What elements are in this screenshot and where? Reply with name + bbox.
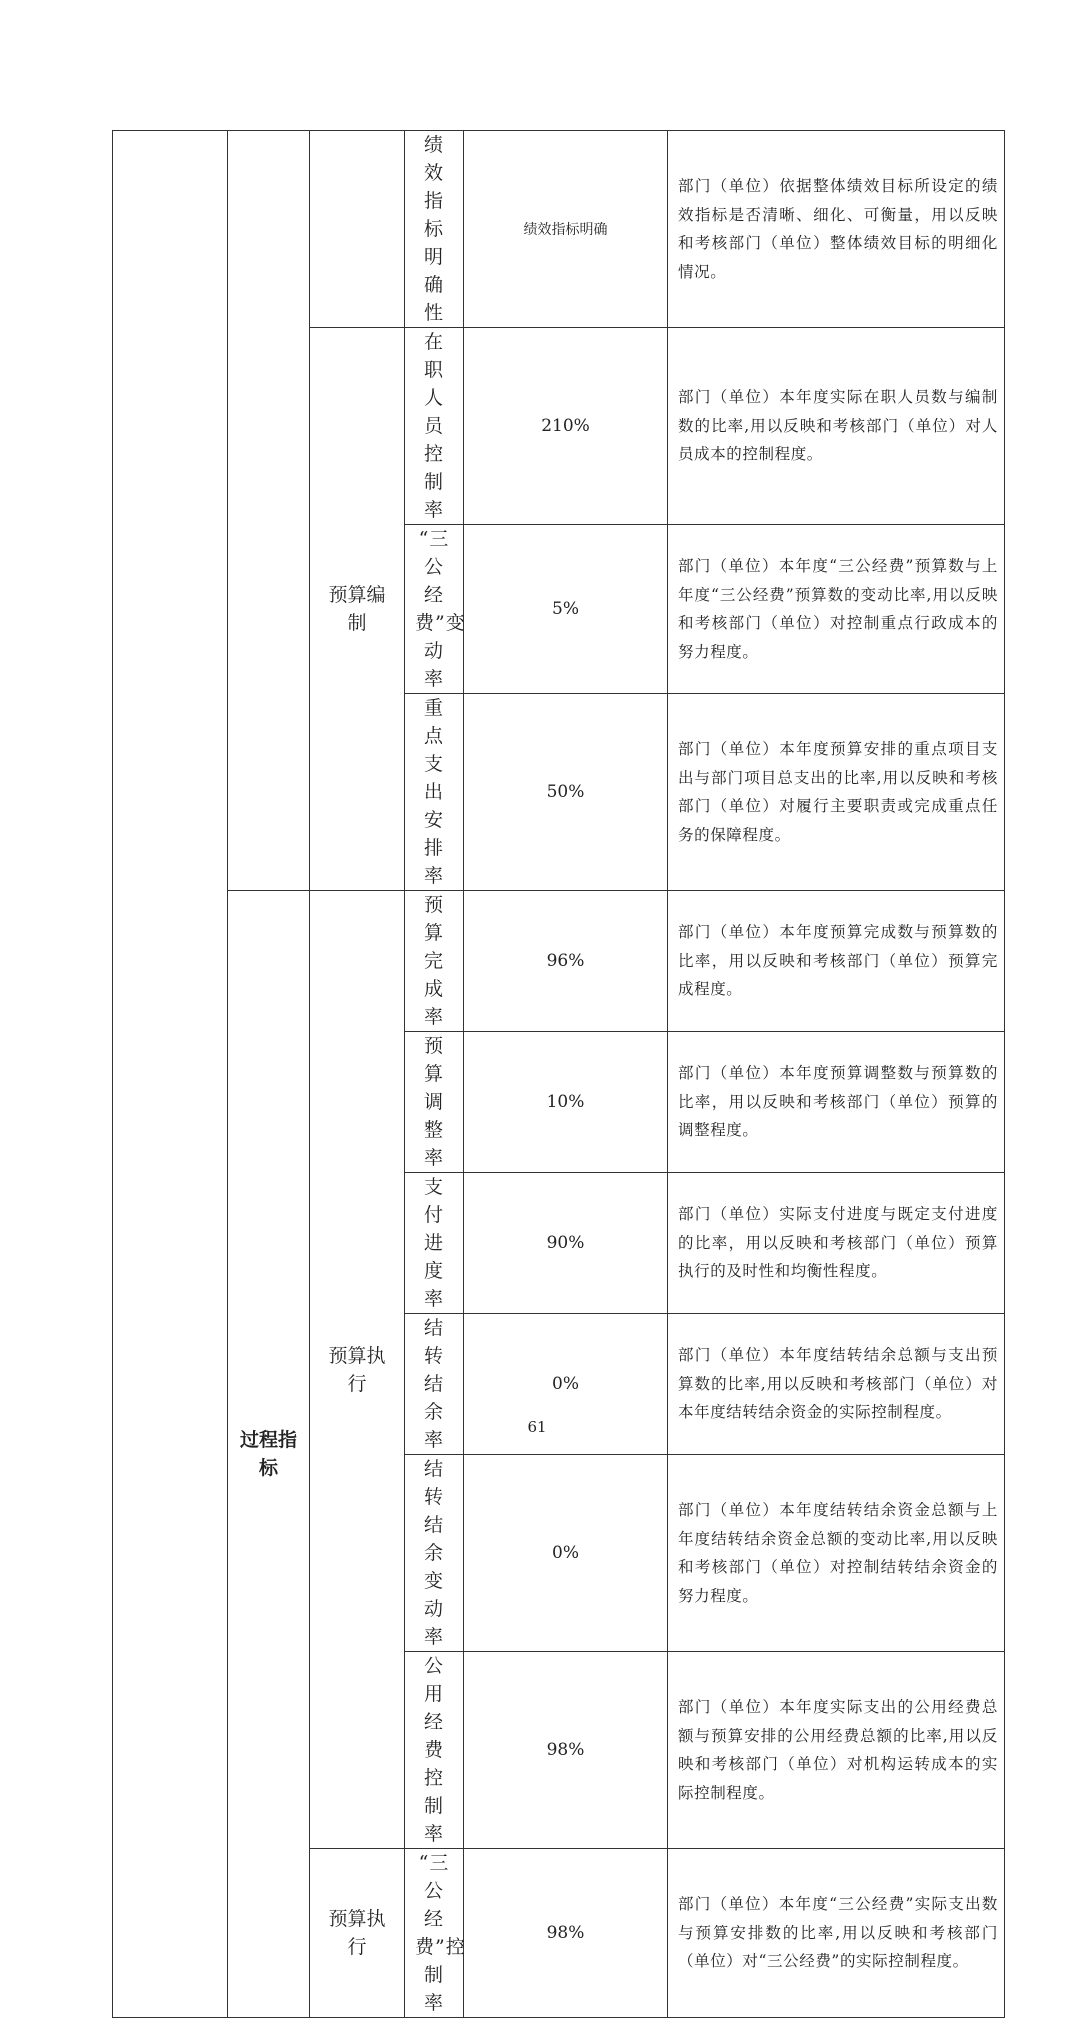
category-cell-blank xyxy=(228,131,310,891)
indicator-value: 绩效指标明确 xyxy=(464,131,668,328)
indicator-description: 部门（单位）本年度实际支出的公用经费总额与预算安排的公用经费总额的比率,用以反映和考核部门（单位）对机构运转成本的实际控制程度。 xyxy=(668,1652,1005,1849)
indicator-description: 部门（单位）本年度实际在职人员数与编制数的比率,用以反映和考核部门（单位）对人员成本的控制程度。 xyxy=(668,328,1005,525)
table-row xyxy=(113,891,1005,1032)
indicator-value: 0% xyxy=(464,1314,668,1455)
indicator-name: 支付进度率 xyxy=(423,1176,444,1310)
indicator-description: 部门（单位）本年度预算调整数与预算数的比率，用以反映和考核部门（单位）预算的调整程度。 xyxy=(668,1032,1005,1173)
indicator-name: “三公经费”变动率 xyxy=(415,528,466,690)
indicator-name: 重点支出安排率 xyxy=(423,697,444,887)
indicator-name: 预算完成率 xyxy=(423,894,444,1028)
indicator-description: 部门（单位）本年度“三公经费”预算数与上年度“三公经费”预算数的变动比率,用以反映和考核部门（单位）对控制重点行政成本的努力程度。 xyxy=(668,525,1005,694)
indicator-name: 预算调整率 xyxy=(423,1035,444,1169)
indicator-description: 部门（单位）本年度“三公经费”实际支出数与预算安排数的比率,用以反映和考核部门（单位）对“三公经费”的实际控制程度。 xyxy=(668,1849,1005,2018)
indicator-description: 部门（单位）实际支付进度与既定支付进度的比率，用以反映和考核部门（单位）预算执行的及时性和均衡性程度。 xyxy=(668,1173,1005,1314)
indicator-value: 210% xyxy=(464,328,668,525)
subcategory-cell-blank xyxy=(310,131,405,328)
outer-category-cell xyxy=(113,131,228,2018)
indicator-description: 部门（单位）依据整体绩效目标所设定的绩效指标是否清晰、细化、可衡量，用以反映和考核部门（单位）整体绩效目标的明细化情况。 xyxy=(668,131,1005,328)
indicator-value: 10% xyxy=(464,1032,668,1173)
indicator-name: 公用经费控制率 xyxy=(423,1655,444,1845)
subcategory-budget-prep: 预算编制 xyxy=(328,584,386,634)
indicator-description: 部门（单位）本年度结转结余总额与支出预算数的比率,用以反映和考核部门（单位）对本年度结转结余资金的实际控制程度。 xyxy=(668,1314,1005,1455)
indicator-name: “三公经费”控制率 xyxy=(415,1852,466,2014)
indicator-description: 部门（单位）本年度预算安排的重点项目支出与部门项目总支出的比率,用以反映和考核部门（单位）对履行主要职责或完成重点任务的保障程度。 xyxy=(668,694,1005,891)
indicator-value: 96% xyxy=(464,891,668,1032)
indicator-name: 结转结余率 xyxy=(423,1317,444,1451)
indicator-name: 绩效指标明确性 xyxy=(423,134,444,324)
page-number: 61 xyxy=(527,1418,547,1436)
indicator-name: 在职人员控制率 xyxy=(423,331,444,521)
subcategory-budget-exec-2: 预算执行 xyxy=(328,1908,386,1958)
indicator-value: 5% xyxy=(464,525,668,694)
indicator-value: 98% xyxy=(464,1849,668,2018)
indicator-value: 90% xyxy=(464,1173,668,1314)
indicator-name: 结转结余变动率 xyxy=(423,1458,444,1648)
table-row xyxy=(113,131,1005,328)
indicator-value: 0% xyxy=(464,1455,668,1652)
indicator-description: 部门（单位）本年度预算完成数与预算数的比率，用以反映和考核部门（单位）预算完成程度。 xyxy=(668,891,1005,1032)
indicator-table xyxy=(112,130,1005,2018)
indicator-value: 98% xyxy=(464,1652,668,1849)
category-process-indicator: 过程指标 xyxy=(239,1429,297,1479)
subcategory-budget-exec: 预算执行 xyxy=(328,1344,386,1395)
indicator-value: 50% xyxy=(464,694,668,891)
indicator-description: 部门（单位）本年度结转结余资金总额与上年度结转结余资金总额的变动比率,用以反映和考核部门（单位）对控制结转结余资金的努力程度。 xyxy=(668,1455,1005,1652)
